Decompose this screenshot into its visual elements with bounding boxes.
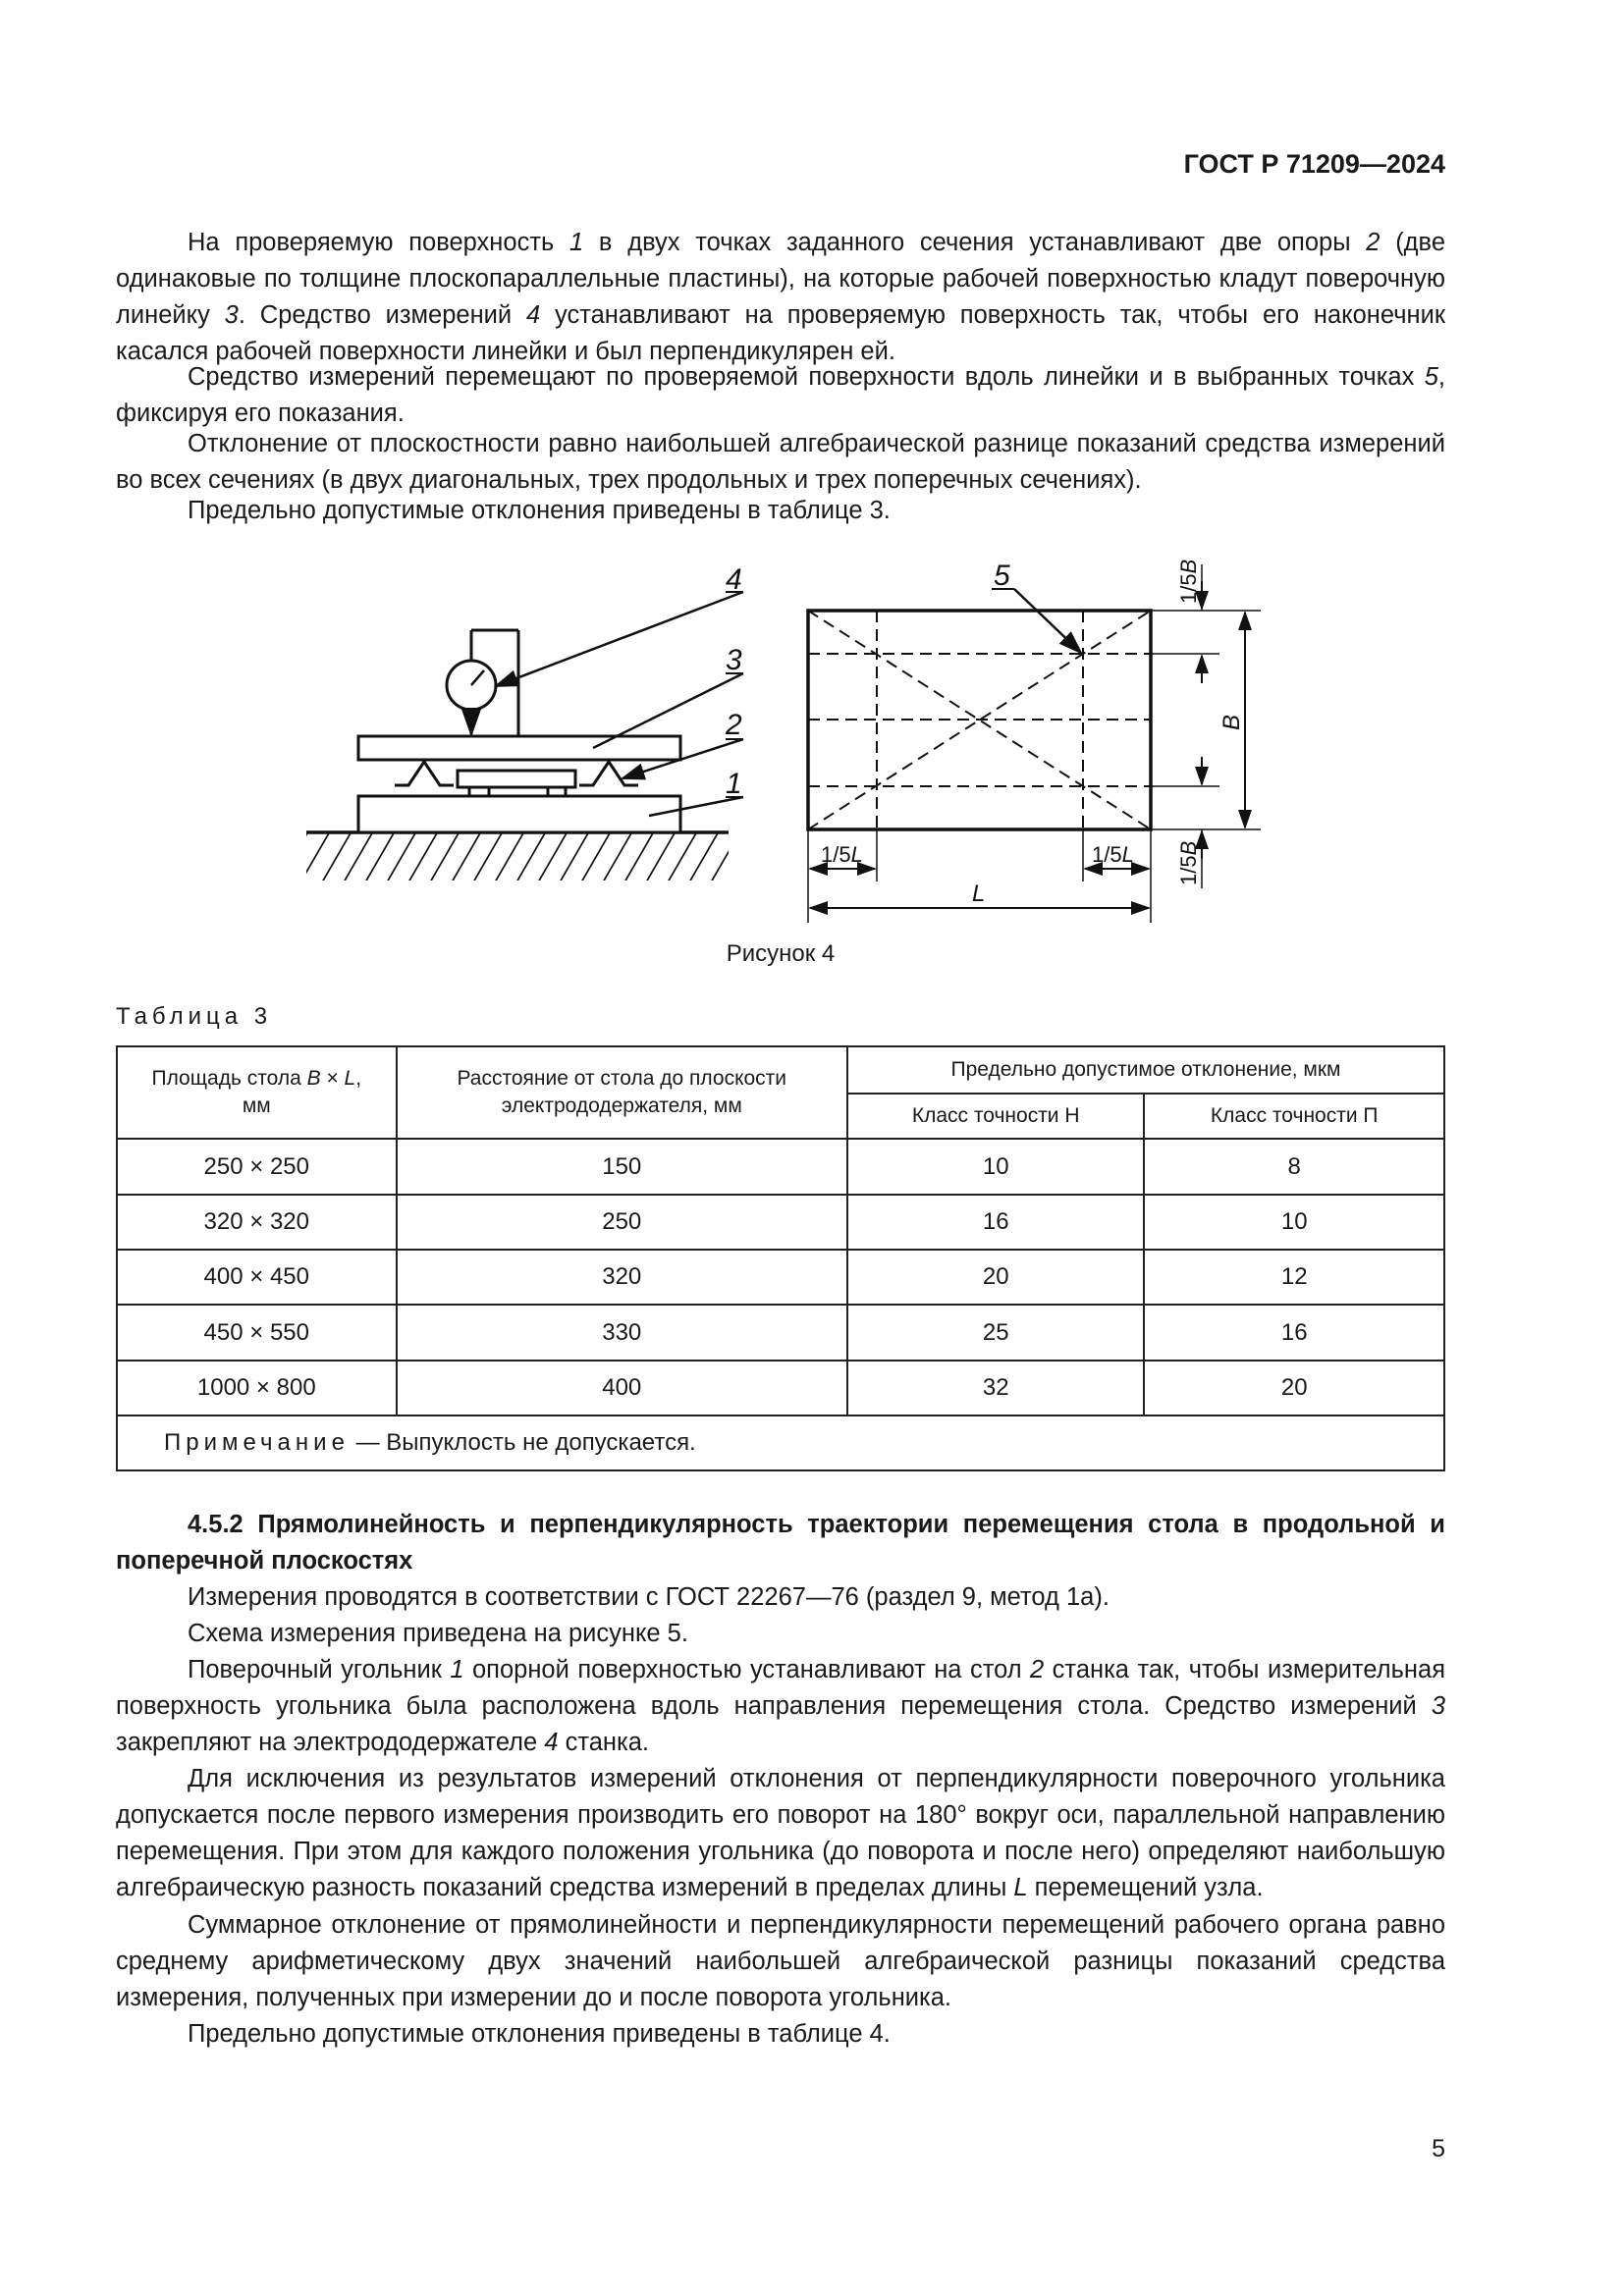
dim-length: L <box>972 881 986 907</box>
paragraph-move-instrument: Средство измерений перемещают по проверяемой поверхности вдоль линейки и в выбранных точках 5, фиксируя его показания. <box>116 363 1445 427</box>
dim-bottom-fifth: 1/5B <box>1176 840 1201 885</box>
label-4: 4 <box>726 563 742 596</box>
table-row: 320 × 320 250 16 10 <box>117 1195 1444 1250</box>
dim-left-fifth: 1/5L <box>821 842 863 867</box>
paragraph-table3-reference: Предельно допустимые отклонения приведены в таблице 3. <box>188 497 891 524</box>
figure-4 <box>0 0 1624 982</box>
table-row: 400 × 450 320 20 12 <box>117 1250 1444 1305</box>
dim-width: B <box>1218 714 1245 730</box>
header-distance: Расстояние от стола до плоскости электрододержателя, мм <box>397 1046 847 1139</box>
table-3 <box>116 1045 1445 1471</box>
paragraph-table4-reference: Предельно допустимые отклонения приведены в таблице 4. <box>188 2020 891 2048</box>
page-number: 5 <box>1432 2135 1445 2163</box>
table-row: 1000 × 800 400 32 20 <box>117 1361 1444 1415</box>
header-class-n: Класс точности Н <box>847 1094 1145 1139</box>
header-deviation-group: Предельно допустимое отклонение, мкм <box>847 1046 1444 1094</box>
note-text: — Выпуклость не допускается. <box>349 1429 696 1456</box>
document-id-header: ГОСТ Р 71209—2024 <box>1183 149 1445 179</box>
label-3: 3 <box>726 644 742 676</box>
figure-caption: Рисунок 4 <box>726 940 836 967</box>
table-row: 250 × 250 150 10 8 <box>117 1139 1444 1195</box>
header-class-p: Класс точности П <box>1144 1094 1444 1139</box>
setup-diagram <box>306 630 729 881</box>
paragraph-square-setup: Поверочный угольник 1 опорной поверхностью устанавливают на стол 2 станка так, чтобы измерительная поверхность угольника была расположена вдоль направления перемещения стола. Средство измерений 3 закрепляют на электрододержателе 4 станка. <box>116 1656 1445 1756</box>
label-2: 2 <box>726 709 742 741</box>
table-row: 450 × 550 330 25 16 <box>117 1305 1444 1361</box>
header-area: Площадь стола B × L, мм <box>117 1046 397 1139</box>
table-caption: Таблица 3 <box>116 1003 273 1030</box>
paragraph-flatness-deviation: Отклонение от плоскостности равно наибольшей алгебраической разнице показаний средства измерений во всех сечениях (в двух диагональных, трех продольных и трех поперечных сечениях). <box>116 430 1445 494</box>
section-heading-4-5-2: 4.5.2 Прямолинейность и перпендикулярность траектории перемещения стола в продольной и поперечной плоскостях <box>116 1511 1445 1575</box>
paragraph-rotation: Для исключения из результатов измерений отклонения от перпендикулярности поверочного угольника допускается после первого измерения производить его поворот на 180° вокруг оси, параллельной направлению перемещения. При этом для каждого положения угольника (до поворота и после него) определяют наибольшую алгебраическую разность показаний средства измерений в пределах длины L перемещений узла. <box>116 1765 1445 1901</box>
paragraph-supports: На проверяемую поверхность 1 в двух точках заданного сечения устанавливают две опоры 2 (две одинаковые по толщине плоскопараллельные пластины), на которые рабочей поверхностью кладут поверочную линейку 3. Средство измерений 4 устанавливают на проверяемую поверхность так, чтобы его наконечник касался рабочей поверхности линейки и был перпендикулярен ей. <box>116 229 1446 365</box>
paragraph-gost-reference: Измерения проводятся в соответствии с ГОСТ 22267—76 (раздел 9, метод 1а). <box>188 1583 1110 1611</box>
note-label: Примечание <box>164 1429 350 1456</box>
paragraph-figure5-reference: Схема измерения приведена на рисунке 5. <box>188 1620 688 1647</box>
label-5: 5 <box>994 560 1010 592</box>
table-note-row <box>117 1415 1444 1470</box>
dim-top-fifth: 1/5B <box>1176 559 1201 604</box>
dim-right-fifth: 1/5L <box>1092 842 1134 867</box>
label-1: 1 <box>726 768 742 800</box>
paragraph-total-deviation: Суммарное отклонение от прямолинейности и перпендикулярности перемещений рабочего органа равно среднему арифметическому двух значений наибольшей алгебраической разницы показаний средства измерения, полученных при измерении до и после поворота угольника. <box>116 1911 1445 2011</box>
